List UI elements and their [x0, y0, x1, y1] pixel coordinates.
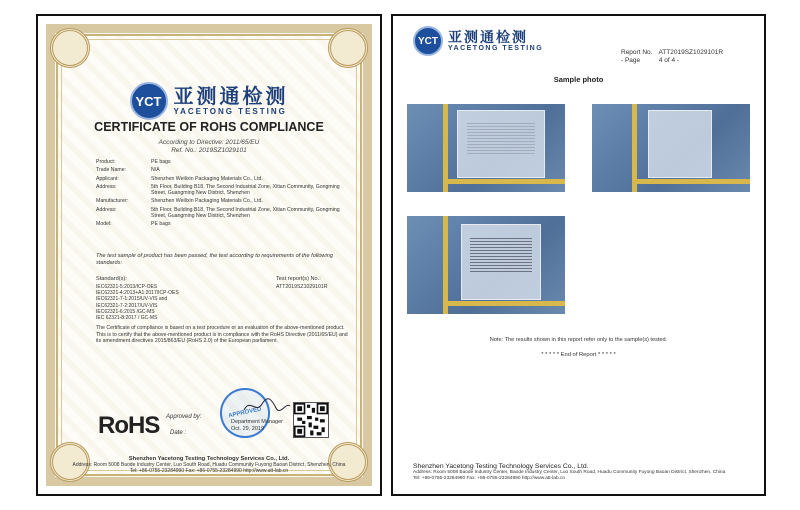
report-note: Note: The results shown in this report refer only to the sample(s) tested.: [489, 337, 668, 343]
pe-bag-image: [648, 110, 712, 178]
corner-ornament: [328, 28, 368, 68]
test-report-label: Test report(s) No.:: [276, 276, 321, 282]
test-report-number: ATT2019SZ1029101R: [276, 284, 328, 290]
certificate-page: [36, 14, 382, 496]
report-footer: [413, 464, 753, 482]
directive-line: According to Directive: 2011/65/EU: [158, 139, 260, 146]
logo-chinese-name: 亚测通检测: [173, 85, 289, 108]
report-meta: [621, 49, 723, 65]
approval-date: Oct. 29, 2019: [231, 425, 265, 432]
standard-item: IEC62321-7-2:2017/UV-VIS: [96, 302, 158, 309]
certificate-footer: [38, 456, 380, 474]
standard-item: IEC62321-4:2013+A1:2017/ICP-OES: [96, 290, 179, 297]
ref-number: Ref. No.: 2019SZ1029101: [171, 147, 247, 154]
corner-ornament: [50, 28, 90, 68]
report-no-label: Report No.: [621, 49, 653, 56]
field-value: 5th Floor, Building B18, The Second Industrial Zone, Xitian Community, Gongming Street, Guangming New District, Shenzhen: [151, 183, 340, 197]
report-logo: [413, 26, 543, 56]
compliance-statement: The Certificate of compliance is based on a test procedure or an evaluation of the above-mentioned product. This is to certify that the above-mentioned product is in compliance with the RoHS Directive (2011/65/EU) and its amendment directives 2015/863/EU (RoHS 2.0) of the European parliament.: [96, 325, 348, 345]
field-label: Address:: [96, 183, 117, 190]
certificate-logo: [38, 82, 380, 120]
field-row: [96, 176, 356, 182]
field-value: PE bags: [151, 159, 171, 165]
field-row: [96, 167, 356, 173]
standard-item: IEC62321-6:2015 /GC-MS: [96, 308, 155, 315]
sample-photo-title: Sample photo: [553, 75, 604, 84]
field-label: Trade Name:: [96, 167, 127, 174]
page-value: 4 of 4 -: [658, 57, 680, 64]
company-name: Shenzhen Yacetong Testing Technology Services Co., Ltd.: [413, 463, 589, 470]
end-of-report: * * * * * End of Report * * * * *: [541, 352, 616, 358]
field-row: [96, 198, 356, 204]
pe-bag-image: [457, 110, 545, 178]
field-label: Applicant:: [96, 175, 119, 182]
field-row: [96, 207, 356, 220]
signer-title: Department Manager: [231, 419, 283, 425]
field-value: PE bags: [151, 221, 171, 228]
signature-icon: [242, 396, 292, 416]
standards-list: [96, 284, 179, 321]
field-label: Manufacturer:: [96, 198, 129, 205]
field-value: 5th Floor, Building B18, The Second Industrial Zone, Xitian Community, Gongming Street, Guangming New District, Shenzhen: [151, 206, 340, 220]
certificate-title: CERTIFICATE OF ROHS COMPLIANCE: [94, 120, 324, 134]
logo-english-name: YACETONG TESTING: [448, 45, 544, 52]
field-row: [96, 184, 356, 197]
field-label: Model:: [96, 221, 112, 228]
standard-item: IEC 62321-8:2017 / GC-MS: [96, 315, 158, 322]
pe-bag-image: [461, 224, 541, 300]
company-name: Shenzhen Yacetong Testing Technology Services Co., Ltd.: [128, 456, 290, 462]
yacetong-logo-icon: YCT: [130, 82, 168, 120]
sample-photo: [592, 104, 750, 192]
standards-label: Standard(s):: [96, 276, 127, 282]
sample-photo: [407, 216, 565, 314]
certificate-fields: [96, 159, 356, 230]
standard-item: IEC62321-7-1:2015/UV-VIS and: [96, 296, 168, 303]
rohs-logo: RoHS: [98, 412, 160, 439]
company-contact: Tel: +86-0755-23284990 Fax: +86-0755-23284990 http://www.att-lab.cn: [129, 468, 289, 474]
field-value: Shenzhen Weilixin Packaging Materials Co., Ltd.: [151, 175, 263, 182]
company-contact: Tel: +86-0755-23284990 Fax: +86-0755-23284990 http://www.att-lab.cn: [413, 476, 566, 481]
field-label: Product:: [96, 159, 116, 165]
company-address: Address: Room 5008 Baode Industry Center, Luo South Road, Huadu Community Fuyong Baoan District, Shenzhen, China: [72, 462, 346, 468]
field-row: [96, 221, 356, 227]
approved-by-label: Approved by:: [166, 414, 202, 420]
sample-photo: [407, 104, 565, 192]
field-row: [96, 159, 356, 165]
qr-code-icon: [293, 402, 329, 438]
yacetong-logo-icon: YCT: [413, 26, 443, 56]
date-label: Date :: [170, 430, 187, 436]
logo-chinese-name: 亚测通检测: [448, 29, 528, 45]
standard-item: IEC62321-5:2013/ICP-OES: [96, 284, 158, 290]
page-label: - Page: [621, 57, 641, 64]
report-no: ATT2019SZ1029101R: [658, 49, 724, 56]
report-page: [391, 14, 766, 496]
field-label: Address:: [96, 206, 117, 213]
field-value: N/A: [151, 167, 160, 174]
passed-statement: The test sample of product has been passed, the test according to requirements of the following standards:: [96, 253, 333, 266]
field-value: Shenzhen Weilixin Packaging Materials Co., Ltd.: [151, 198, 263, 205]
signer-block: [231, 419, 283, 432]
approved-stamp: APPROVED: [215, 383, 274, 442]
logo-english-name: YACETONG TESTING: [173, 106, 287, 116]
company-address: Address: Room 5008 Baode Industry Center, Baode Industry Center, Luo South Road, Huadu Community Fuyong Baoan District, Shenzhen, China: [413, 470, 726, 475]
